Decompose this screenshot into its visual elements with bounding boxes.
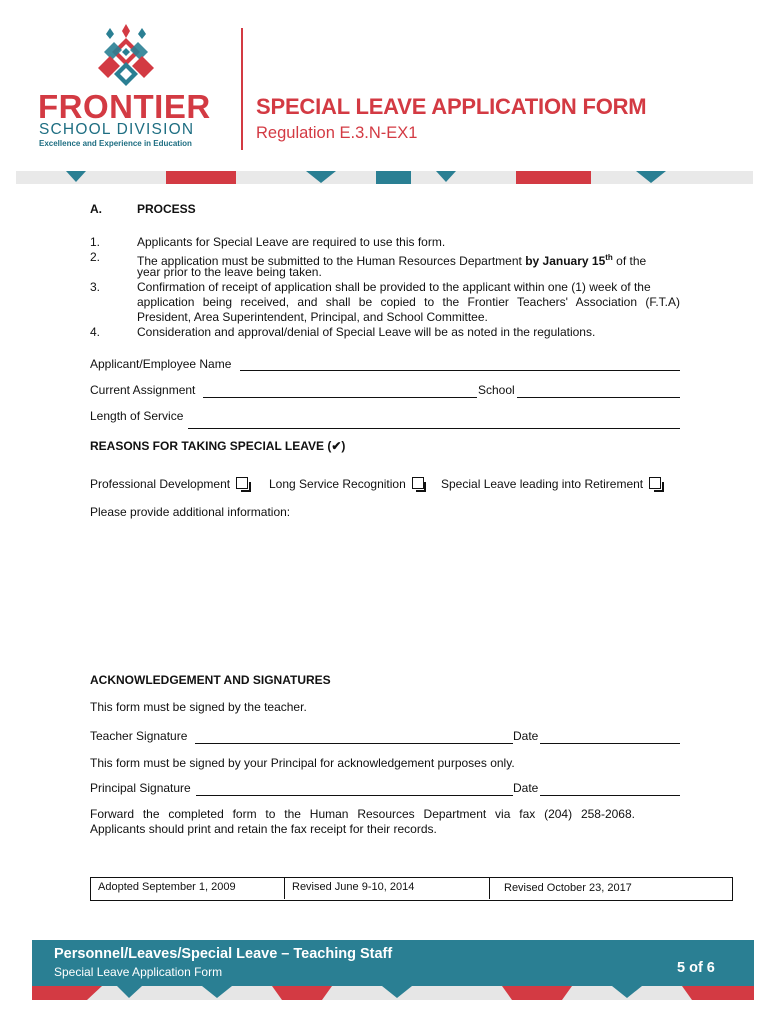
process-item-4: Consideration and approval/denial of Special Leave will be as noted in the regulations. bbox=[137, 325, 596, 339]
option-professional-development[interactable]: Professional Development bbox=[90, 477, 248, 492]
option-long-service-recognition[interactable]: Long Service Recognition bbox=[269, 477, 424, 492]
school-field[interactable] bbox=[517, 397, 680, 398]
school-label: School bbox=[478, 383, 515, 397]
additional-info-area[interactable] bbox=[90, 522, 680, 662]
length-of-service-label: Length of Service bbox=[90, 409, 184, 423]
teacher-signature-field[interactable] bbox=[195, 743, 513, 744]
revised-2014-cell: Revised June 9-10, 2014 bbox=[285, 878, 490, 899]
form-title: SPECIAL LEAVE APPLICATION FORM bbox=[256, 94, 647, 119]
process-num-1: 1. bbox=[90, 235, 101, 249]
footer-title: Personnel/Leaves/Special Leave – Teaching Staff bbox=[54, 946, 393, 962]
additional-info-label: Please provide additional information: bbox=[90, 505, 291, 519]
process-item-3-line1: Confirmation of receipt of application shall be provided to the applicant within one (1) week of the bbox=[137, 280, 651, 294]
section-letter: A. bbox=[90, 202, 102, 216]
current-assignment-field[interactable] bbox=[203, 397, 477, 398]
process-num-4: 4. bbox=[90, 325, 101, 339]
revised-2017-cell: Revised October 23, 2017 bbox=[504, 882, 632, 894]
decorative-footer-band bbox=[32, 986, 754, 1000]
process-item-3-line2: application being received, and shall be copied to the Frontier Teachers' Association (F.T.A) bbox=[137, 295, 680, 309]
length-of-service-field[interactable] bbox=[188, 428, 680, 429]
principal-signature-field[interactable] bbox=[196, 795, 513, 796]
adopted-date-cell: Adopted September 1, 2009 bbox=[91, 878, 285, 899]
revision-dates-table bbox=[90, 877, 733, 901]
checkbox-icon[interactable] bbox=[412, 477, 424, 489]
form-regulation: Regulation E.3.N-EX1 bbox=[256, 124, 418, 142]
process-heading: PROCESS bbox=[137, 202, 196, 216]
principal-date-label: Date bbox=[513, 781, 539, 795]
process-item-2: The application must be submitted to the Human Resources Department by January 15th of the bbox=[137, 253, 647, 268]
teacher-date-label: Date bbox=[513, 729, 539, 743]
header-divider bbox=[241, 28, 243, 150]
checkbox-icon[interactable] bbox=[236, 477, 248, 489]
reasons-heading: REASONS FOR TAKING SPECIAL LEAVE (✔) bbox=[90, 439, 346, 453]
current-assignment-label: Current Assignment bbox=[90, 383, 196, 397]
principal-signature-label: Principal Signature bbox=[90, 781, 191, 795]
applicant-name-label: Applicant/Employee Name bbox=[90, 357, 232, 371]
footer-subtitle: Special Leave Application Form bbox=[54, 965, 223, 979]
page-number: 5 of 6 bbox=[677, 960, 715, 976]
option-special-leave-retirement[interactable]: Special Leave leading into Retirement bbox=[441, 477, 661, 492]
checkmark-icon: ✔ bbox=[331, 439, 342, 453]
teacher-sign-note: This form must be signed by the teacher. bbox=[90, 700, 307, 714]
checkbox-icon[interactable] bbox=[649, 477, 661, 489]
process-num-3: 3. bbox=[90, 280, 101, 294]
teacher-signature-label: Teacher Signature bbox=[90, 729, 188, 743]
logo-subtitle: SCHOOL DIVISION bbox=[39, 121, 195, 138]
process-item-2-cont: year prior to the leave being taken. bbox=[137, 265, 322, 279]
retain-receipt-instruction: Applicants should print and retain the fax receipt for their records. bbox=[90, 822, 437, 836]
process-num-2: 2. bbox=[90, 250, 101, 264]
forward-instruction: Forward the completed form to the Human Resources Department via fax (204) 258-2068. bbox=[90, 807, 635, 821]
acknowledgement-heading: ACKNOWLEDGEMENT AND SIGNATURES bbox=[90, 673, 331, 687]
principal-date-field[interactable] bbox=[540, 795, 680, 796]
principal-sign-note: This form must be signed by your Principal for acknowledgement purposes only. bbox=[90, 756, 515, 770]
logo-tagline: Excellence and Experience in Education bbox=[39, 139, 192, 148]
frontier-logo bbox=[36, 22, 216, 150]
star-blanket-logo-icon bbox=[94, 22, 158, 92]
teacher-date-field[interactable] bbox=[540, 743, 680, 744]
process-item-3-line3: President, Area Superintendent, Principal, and School Committee. bbox=[137, 310, 488, 324]
logo-name: FRONTIER bbox=[38, 88, 211, 125]
decorative-header-band bbox=[16, 171, 753, 184]
applicant-name-field[interactable] bbox=[240, 370, 680, 371]
process-item-1: Applicants for Special Leave are required to use this form. bbox=[137, 235, 446, 249]
